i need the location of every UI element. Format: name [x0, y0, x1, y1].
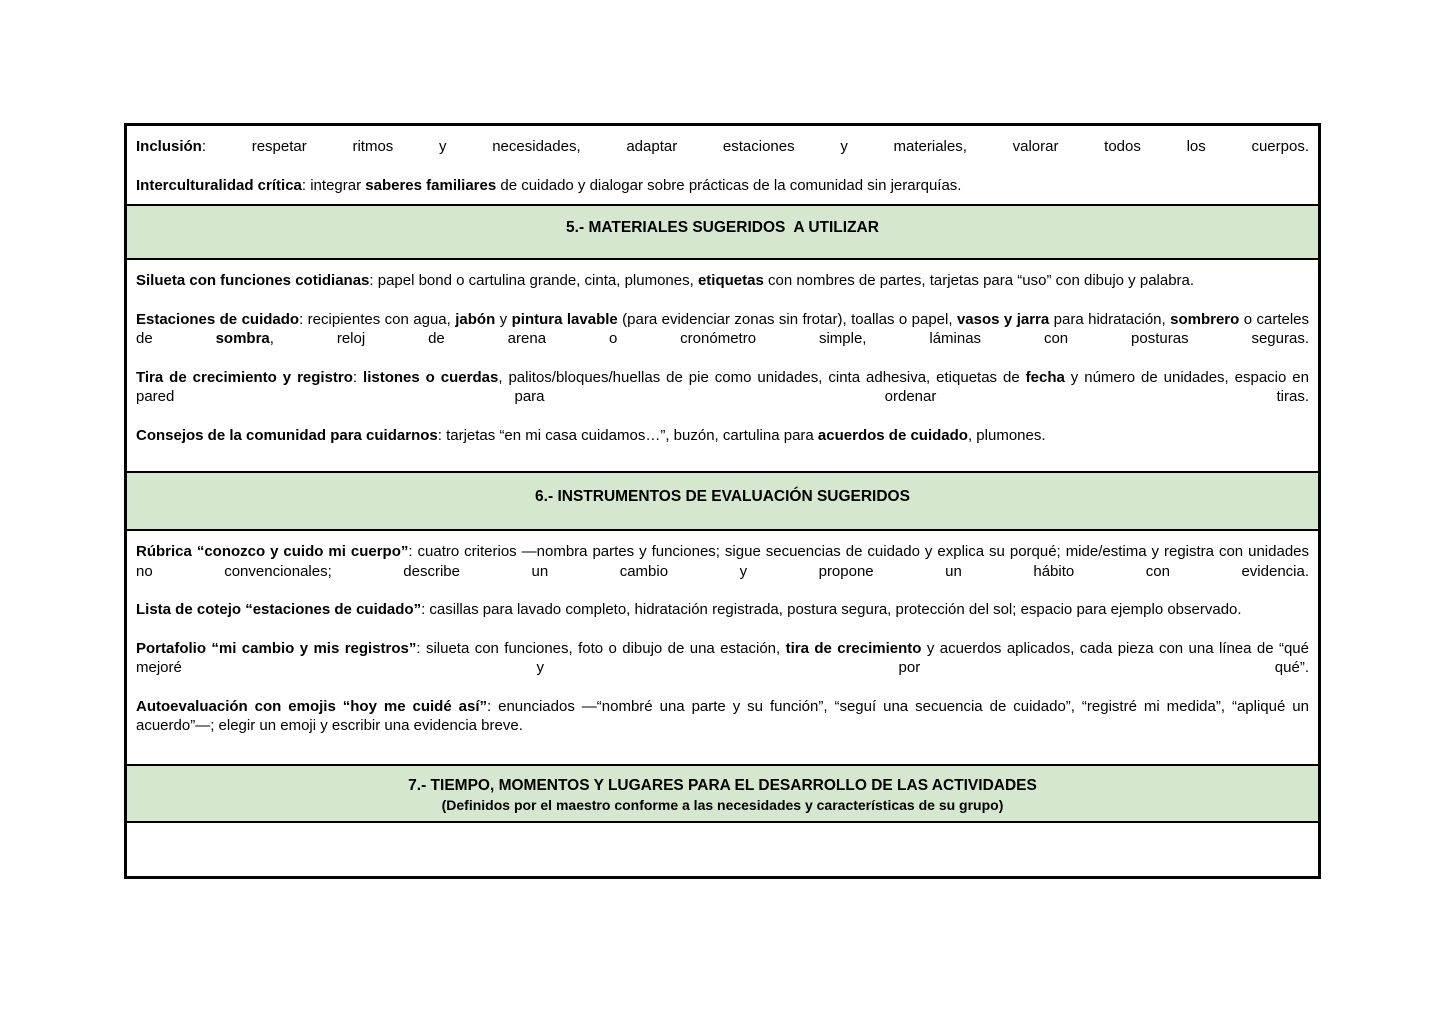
paragraph-silueta: Silueta con funciones cotidianas: papel bond o cartulina grande, cinta, plumones, etiquetas con nombres de partes, tarjetas para “uso” con dibujo y palabra.: [136, 272, 1195, 289]
paragraph-portafolio: Portafolio “mi cambio y mis registros”: silueta con funciones, foto o dibujo de una estación, tira de crecimiento y acuerdos aplicados, cada pieza con una línea de “qué mejoré y por qué”.: [136, 639, 1309, 676]
row-empty-tiempo: [127, 823, 1318, 876]
paragraph-interculturalidad: Interculturalidad crítica: integrar saberes familiares de cuidado y dialogar sobre prácticas de la comunidad sin jerarquías.: [136, 176, 962, 194]
paragraph-estaciones: Estaciones de cuidado: recipientes con agua, jabón y pintura lavable (para evidenciar zonas sin frotar), toallas o papel, vasos y jarra para hidratación, sombrero o carteles de sombra, reloj de arena o cronómetro simple, láminas con posturas seguras.: [136, 310, 1310, 347]
paragraph-consejos: Consejos de la comunidad para cuidarnos: tarjetas “en mi casa cuidamos…”, buzón, cartulina para acuerdos de cuidado, plumones.: [136, 426, 1046, 444]
section-title-materiales: 5.- MATERIALES SUGERIDOS A UTILIZAR: [566, 219, 879, 236]
row-evaluacion: [127, 531, 1318, 766]
section-header-materiales: [127, 206, 1318, 260]
paragraph-autoevaluacion: Autoevaluación con emojis “hoy me cuidé así”: enunciados —“nombré una parte y su función”, “seguí una secuencia de cuidado”, “registré mi medida”, “apliqué un acuerdo”—; elegir un emoji y escribir una evidencia breve.: [136, 697, 1309, 734]
row-materiales: [127, 260, 1318, 473]
section-header-tiempo: [127, 766, 1318, 823]
section-subtitle-tiempo: (Definidos por el maestro conforme a las necesidades y características de su grupo): [441, 797, 1004, 813]
paragraph-tira-crecimiento: Tira de crecimiento y registro: listones o cuerdas, palitos/bloques/huellas de pie como unidades, cinta adhesiva, etiquetas de fecha y número de unidades, espacio en pared para ordenar tiras.: [136, 368, 1309, 405]
section-title-evaluacion: 6.- INSTRUMENTOS DE EVALUACIÓN SUGERIDOS: [535, 488, 910, 505]
paragraph-rubrica: Rúbrica “conozco y cuido mi cuerpo”: cuatro criterios —nombra partes y funciones; sigue secuencias de cuidado y explica su porqué; mide/estima y registra con unidades no convencionales; describe un cambio y propone un hábito con evidencia.: [136, 543, 1310, 580]
section-title-tiempo: 7.- TIEMPO, MOMENTOS Y LUGARES PARA EL DESARROLLO DE LAS ACTIVIDADES: [408, 777, 1037, 794]
section-header-evaluacion: [127, 473, 1318, 531]
paragraph-lista-cotejo: Lista de cotejo “estaciones de cuidado”: casillas para lavado completo, hidratación registrada, postura segura, protección del sol; espacio para ejemplo observado.: [136, 601, 1242, 618]
lesson-plan-table: [124, 123, 1321, 879]
paragraph-inclusion: Inclusión: respetar ritmos y necesidades, adaptar estaciones y materiales, valorar todos los cuerpos.: [136, 138, 1309, 155]
row-inclusion-interculturalidad: [127, 126, 1318, 206]
